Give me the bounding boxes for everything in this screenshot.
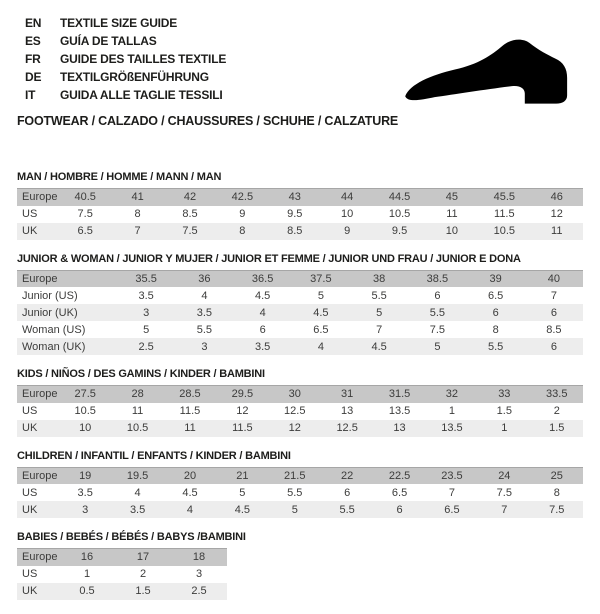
row-label: UK	[22, 225, 38, 237]
size-cell: 4.5	[182, 486, 198, 499]
size-cell: 5.5	[429, 306, 446, 319]
size-cell: 22.5	[388, 469, 411, 482]
size-cell: 7.5	[429, 323, 446, 336]
size-cell: 42	[183, 191, 197, 204]
size-cell: 31.5	[388, 388, 411, 401]
size-cell: 35.5	[135, 272, 157, 285]
size-cell: 10	[79, 422, 92, 434]
size-cell: 38	[373, 272, 386, 285]
size-cell: 41	[131, 191, 144, 204]
section-title: JUNIOR & WOMAN / JUNIOR Y MUJER / JUNIOR ET FEMME / JUNIOR UND FRAU / JUNIOR E DONA	[17, 252, 521, 265]
section-title: BABIES / BEBÉS / BÉBÉS / BABYS /BAMBINI	[17, 531, 246, 543]
size-cell: 30	[288, 388, 301, 401]
size-cell: 5	[317, 289, 324, 302]
size-cell: 42.5	[231, 191, 254, 204]
size-cell: 5	[291, 503, 298, 516]
row-label: Europe	[22, 272, 58, 285]
language-label: TEXTILGRÖßENFÜHRUNG	[60, 70, 209, 84]
language-code: FR	[25, 52, 41, 66]
size-cell: 3	[143, 306, 150, 319]
size-cell: 6.5	[77, 225, 93, 237]
size-cell: 8	[239, 225, 246, 237]
language-label: GUÍA DE TALLAS	[60, 34, 157, 48]
size-cell: 13.5	[388, 405, 411, 417]
size-cell: 3.5	[196, 306, 213, 319]
size-cell: 10	[341, 208, 354, 220]
size-cell: 8	[553, 486, 560, 499]
table-row	[17, 287, 583, 304]
size-cell: 5	[434, 340, 441, 353]
table-row	[17, 484, 583, 501]
size-cell: 8.5	[182, 208, 198, 220]
size-cell: 11	[551, 225, 563, 237]
size-cell: 19.5	[126, 469, 149, 482]
language-label: GUIDE DES TAILLES TEXTILE	[60, 52, 227, 66]
size-cell: 11.5	[232, 422, 253, 434]
size-cell: 4.5	[313, 306, 329, 319]
size-cell: 4.5	[254, 289, 271, 302]
size-cell: 39	[489, 272, 502, 285]
size-cell: 29.5	[231, 388, 254, 401]
size-cell: 7	[376, 323, 383, 336]
size-cell: 32	[445, 388, 459, 401]
size-cell: 3.5	[254, 340, 271, 353]
language-label: TEXTILE SIZE GUIDE	[60, 16, 178, 30]
size-cell: 13.5	[441, 422, 463, 434]
size-cell: 4	[317, 340, 324, 353]
table-row	[17, 338, 583, 355]
size-cell: 7.5	[496, 486, 512, 499]
size-cell: 24	[498, 469, 511, 482]
size-cell: 1.5	[549, 422, 565, 434]
size-cell: 46	[550, 191, 563, 204]
size-cell: 33.5	[546, 388, 568, 401]
size-cell: 0.5	[79, 585, 95, 597]
table-row	[17, 189, 583, 206]
table-row	[17, 549, 227, 566]
row-label: Junior (US)	[22, 289, 78, 302]
size-cell: 6	[259, 323, 266, 336]
size-cell: 2	[553, 405, 560, 417]
size-cell: 8.5	[546, 323, 562, 336]
size-cell: 1.5	[135, 585, 151, 597]
shoe-icon	[396, 28, 580, 124]
table-row	[17, 386, 583, 403]
size-cell: 11	[131, 405, 144, 417]
size-section	[17, 171, 583, 240]
row-label: Woman (UK)	[22, 340, 86, 353]
table-row	[17, 467, 583, 484]
size-section	[17, 531, 583, 600]
size-cell: 28	[131, 388, 144, 401]
size-cell: 20	[183, 469, 197, 482]
size-cell: 45	[445, 191, 459, 204]
size-table	[17, 270, 583, 356]
size-cell: 6.5	[487, 289, 504, 302]
size-cell: 6	[550, 306, 557, 319]
size-cell: 3	[201, 340, 208, 353]
size-cell: 18	[192, 551, 206, 564]
size-cell: 9	[344, 225, 351, 237]
table-row	[17, 403, 583, 420]
size-cell: 45.5	[493, 191, 516, 204]
size-cell: 4	[186, 503, 194, 516]
language-label: GUIDA ALLE TAGLIE TESSILI	[60, 88, 223, 102]
size-tables	[17, 171, 583, 600]
size-cell: 40.5	[74, 191, 96, 204]
size-cell: 37.5	[310, 272, 332, 285]
size-cell: 6	[550, 340, 557, 353]
size-cell: 4	[259, 306, 266, 319]
size-cell: 11	[184, 422, 196, 434]
size-cell: 11.5	[179, 405, 201, 417]
size-cell: 2.5	[191, 585, 207, 597]
row-label: UK	[22, 422, 38, 434]
size-cell: 6.5	[391, 486, 408, 499]
size-cell: 21	[236, 469, 249, 482]
table-row	[17, 420, 583, 437]
size-cell: 8.5	[287, 225, 303, 237]
size-cell: 1	[83, 568, 91, 580]
size-cell: 11	[446, 208, 458, 220]
row-label: US	[22, 208, 38, 220]
size-cell: 7	[550, 289, 557, 302]
size-cell: 6.5	[444, 503, 460, 516]
size-cell: 6	[344, 486, 351, 499]
size-cell: 31	[341, 388, 354, 401]
size-cell: 19	[79, 469, 92, 482]
size-cell: 1	[501, 422, 508, 434]
size-section	[17, 450, 583, 519]
size-cell: 10	[445, 225, 459, 237]
size-cell: 7.5	[549, 503, 565, 516]
size-cell: 3	[195, 568, 203, 580]
size-cell: 4.5	[371, 340, 387, 353]
size-cell: 27.5	[74, 388, 96, 401]
size-cell: 10.5	[388, 208, 411, 220]
size-cell: 6	[396, 503, 403, 516]
shoe-silhouette	[405, 40, 567, 104]
size-cell: 28.5	[179, 388, 201, 401]
size-cell: 10.5	[74, 405, 96, 417]
row-label: Europe	[22, 388, 58, 401]
size-cell: 4.5	[234, 503, 251, 516]
size-cell: 5	[376, 306, 383, 319]
size-table	[17, 385, 583, 437]
table-row	[17, 223, 583, 240]
size-cell: 1.5	[496, 405, 512, 417]
row-label: UK	[22, 585, 38, 597]
size-cell: 7.5	[77, 208, 93, 220]
size-cell: 3.5	[129, 503, 146, 516]
size-cell: 9.5	[287, 208, 303, 220]
size-cell: 5.5	[339, 503, 355, 516]
size-cell: 6	[492, 306, 499, 319]
language-code: IT	[25, 88, 36, 102]
size-cell: 5	[239, 486, 246, 499]
size-cell: 12	[236, 405, 249, 417]
size-cell: 6	[434, 289, 441, 302]
row-label: US	[22, 568, 38, 580]
size-cell: 9.5	[391, 225, 408, 237]
size-cell: 43	[288, 191, 301, 204]
size-cell: 3.5	[77, 486, 93, 499]
size-cell: 12	[550, 208, 563, 220]
size-section	[17, 368, 583, 437]
category-line: FOOTWEAR / CALZADO / CHAUSSURES / SCHUHE / CALZATURE	[17, 114, 399, 128]
size-table	[17, 467, 583, 519]
table-row	[17, 304, 583, 321]
size-cell: 11.5	[494, 208, 515, 220]
row-label: Europe	[22, 469, 58, 482]
size-cell: 44	[341, 191, 354, 204]
size-cell: 9	[239, 208, 246, 220]
size-cell: 8	[134, 208, 141, 220]
row-label: Europe	[22, 191, 58, 204]
table-row	[17, 206, 583, 223]
size-cell: 21.5	[284, 469, 306, 482]
size-cell: 5.5	[196, 323, 213, 336]
size-cell: 36	[198, 272, 211, 285]
size-cell: 7.5	[182, 225, 198, 237]
size-cell: 5	[143, 323, 150, 336]
size-cell: 10.5	[126, 422, 149, 434]
row-label: UK	[22, 503, 38, 516]
size-cell: 4	[201, 289, 208, 302]
size-cell: 10.5	[493, 225, 516, 237]
size-cell: 13	[341, 405, 354, 417]
language-code: DE	[25, 70, 42, 84]
shoe-icon-svg	[396, 28, 580, 124]
size-cell: 5.5	[287, 486, 303, 499]
size-cell: 12.5	[284, 405, 306, 417]
size-cell: 2.5	[138, 340, 154, 353]
size-cell: 7	[134, 225, 141, 237]
size-cell: 4	[134, 486, 141, 499]
size-cell: 2	[139, 568, 147, 580]
size-cell: 23.5	[441, 469, 463, 482]
row-label: Junior (UK)	[22, 306, 78, 319]
size-cell: 44.5	[388, 191, 411, 204]
language-code: ES	[25, 34, 41, 48]
section-title: MAN / HOMBRE / HOMME / MANN / MAN	[17, 171, 222, 183]
size-cell: 3.5	[138, 289, 154, 302]
row-label: US	[22, 405, 38, 417]
size-cell: 22	[341, 469, 354, 482]
table-row	[17, 321, 583, 338]
row-label: Woman (US)	[22, 323, 86, 336]
size-cell: 5.5	[371, 289, 387, 302]
section-title: KIDS / NIÑOS / DES GAMINS / KINDER / BAMBINI	[17, 368, 265, 380]
table-row	[17, 501, 583, 518]
row-label: US	[22, 486, 38, 499]
size-table	[17, 188, 583, 240]
size-cell: 5.5	[487, 340, 504, 353]
guide-header	[0, 14, 600, 128]
size-section	[17, 253, 583, 356]
table-row	[17, 270, 583, 287]
size-cell: 6.5	[313, 323, 329, 336]
size-guide-page	[0, 14, 600, 600]
size-cell: 38.5	[426, 272, 449, 285]
size-cell: 12.5	[336, 422, 358, 434]
size-cell: 1	[448, 405, 455, 417]
size-table	[17, 548, 227, 600]
table-row	[17, 583, 227, 600]
size-cell: 36.5	[251, 272, 274, 285]
size-cell: 3	[82, 503, 89, 516]
size-cell: 7	[448, 486, 455, 499]
size-cell: 8	[492, 323, 499, 336]
row-label: Europe	[22, 551, 58, 564]
size-cell: 33	[498, 388, 511, 401]
size-cell: 25	[550, 469, 563, 482]
size-cell: 17	[136, 551, 150, 564]
section-title: CHILDREN / INFANTIL / ENFANTS / KINDER / BAMBINI	[17, 449, 291, 462]
size-cell: 7	[501, 503, 508, 516]
size-cell: 12	[288, 422, 301, 434]
size-cell: 40	[547, 272, 560, 285]
size-cell: 16	[80, 551, 94, 564]
table-row	[17, 566, 227, 583]
size-cell: 13	[393, 422, 406, 434]
language-code: EN	[25, 16, 42, 30]
